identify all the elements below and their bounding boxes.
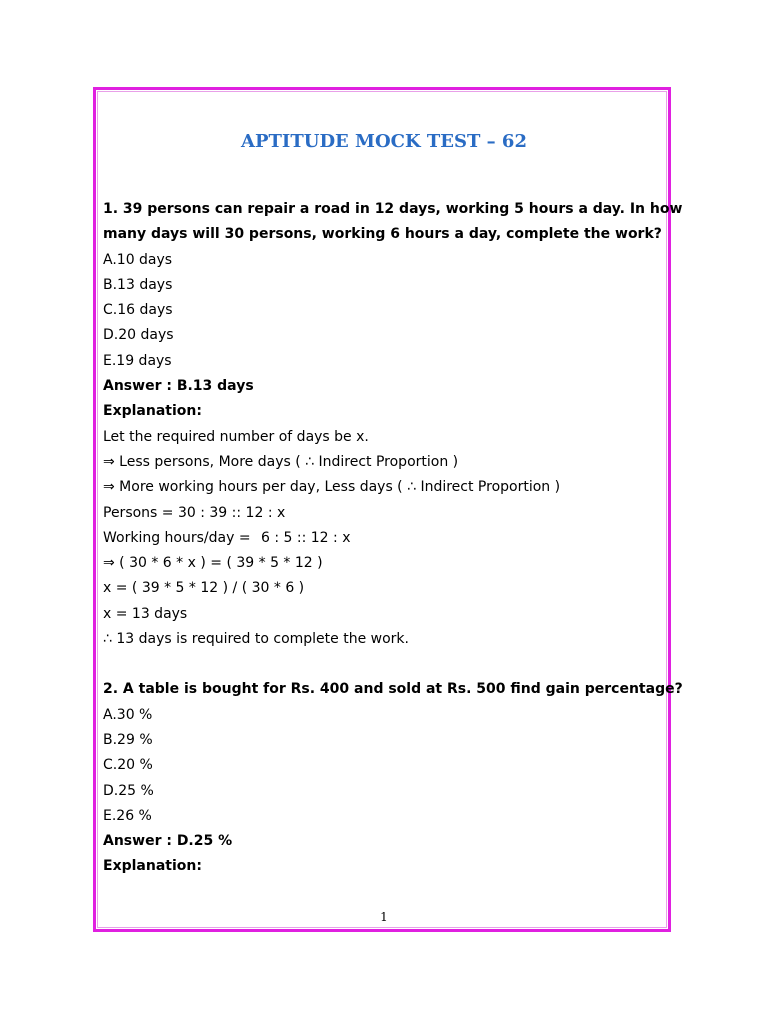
question-1-option: D.20 days — [103, 327, 174, 344]
spacer — [103, 652, 663, 677]
question-2-option: D.25 % — [103, 782, 154, 799]
explanation-line: Persons = 30 : 39 :: 12 : x — [103, 504, 286, 521]
document-content — [103, 197, 683, 880]
question-1-answer: Answer : B.13 days — [103, 378, 254, 395]
working-hours-ratio: 6 : 5 :: 12 : x — [261, 529, 351, 546]
explanation-line: ⇒ Less persons, More days ( ∴ Indirect Proportion ) — [103, 453, 459, 470]
question-1-line-2: many days will 30 persons, working 6 hours a day, complete the work? — [103, 226, 662, 243]
question-1-explanation-label: Explanation: — [103, 403, 202, 420]
question-2-answer: Answer : D.25 % — [103, 833, 233, 850]
question-2-option: E.26 % — [103, 807, 152, 824]
working-hours-label: Working hours/day = — [103, 529, 251, 546]
question-2-explanation-label: Explanation: — [103, 858, 202, 875]
question-2: 2. A table is bought for Rs. 400 and sold at Rs. 500 find gain percentage? — [103, 681, 683, 698]
page-number: 1 — [380, 910, 388, 924]
question-2-option: C.20 % — [103, 757, 153, 774]
explanation-line: ∴ 13 days is required to complete the work. — [103, 631, 409, 648]
question-1-line-1: 1. 39 persons can repair a road in 12 days, working 5 hours a day. In how — [103, 201, 683, 217]
question-2-option: A.30 % — [103, 706, 153, 723]
question-1-option: E.19 days — [103, 352, 172, 369]
question-2-option: B.29 % — [103, 731, 153, 748]
explanation-line: ⇒ More working hours per day, Less days ( ∴ Indirect Proportion ) — [103, 479, 561, 496]
explanation-line: ⇒ ( 30 * 6 * x ) = ( 39 * 5 * 12 ) — [103, 555, 323, 572]
explanation-line-working-hours — [103, 526, 663, 551]
explanation-line: x = ( 39 * 5 * 12 ) / ( 30 * 6 ) — [103, 580, 305, 597]
page-title: APTITUDE MOCK TEST – 62 — [241, 131, 527, 152]
question-1-option: C.16 days — [103, 302, 173, 319]
question-1-option: A.10 days — [103, 251, 173, 268]
explanation-line: x = 13 days — [103, 605, 188, 622]
explanation-line: Let the required number of days be x. — [103, 428, 369, 445]
question-1-option: B.13 days — [103, 276, 173, 293]
